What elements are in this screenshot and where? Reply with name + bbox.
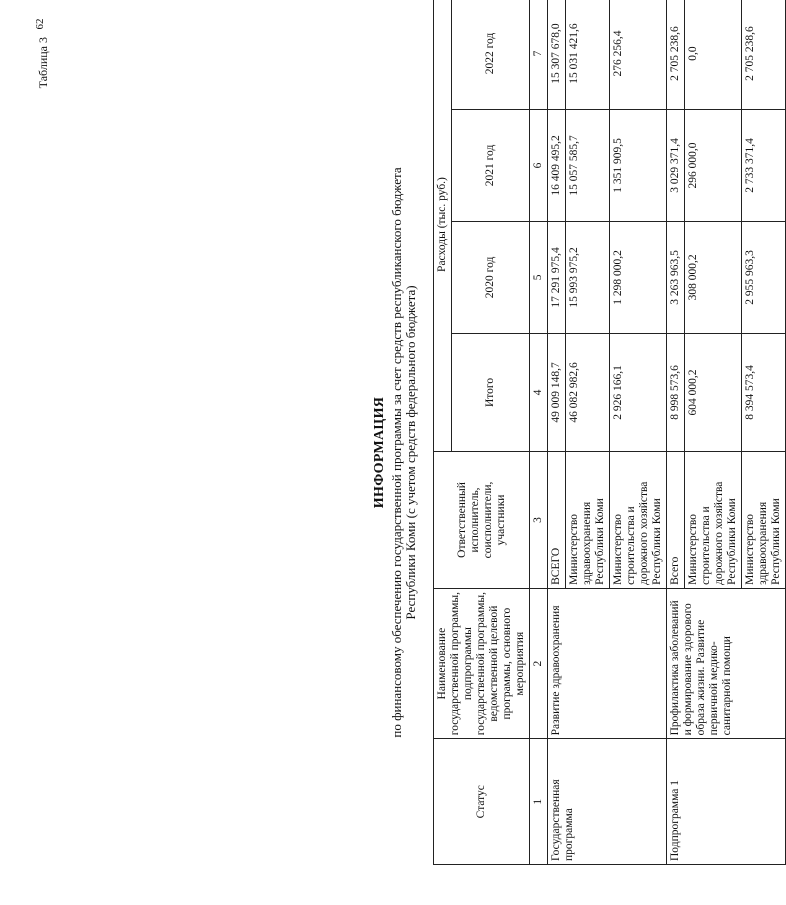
executor-cell: Всего <box>667 452 685 589</box>
table-row <box>548 0 566 865</box>
header-status: Статус <box>434 739 530 865</box>
y2022-cell: 276 256,4 <box>610 0 667 110</box>
y2021-cell: 15 057 585,7 <box>566 110 610 222</box>
col-number: 4 <box>530 333 548 451</box>
table-row <box>667 0 685 865</box>
document-subtitle-line1: по финансовому обеспечению государственной программы за счет средств республиканского бюджета <box>389 167 404 738</box>
y2021-cell: 3 029 371,4 <box>667 110 685 222</box>
total-cell: 604 000,2 <box>685 333 742 451</box>
program-name-cell: Развитие здравоохранения <box>548 588 667 739</box>
y2022-cell: 15 031 421,6 <box>566 0 610 110</box>
document-title: ИНФОРМАЦИЯ <box>372 396 387 509</box>
y2021-cell: 1 351 909,5 <box>610 110 667 222</box>
y2020-cell: 2 955 963,3 <box>742 221 786 333</box>
col-number: 7 <box>530 0 548 110</box>
executor-cell: Министерство здравоохранения Республики Коми <box>742 452 786 589</box>
y2020-cell: 308 000,2 <box>685 221 742 333</box>
col-number: 5 <box>530 221 548 333</box>
col-number: 2 <box>530 588 548 739</box>
total-cell: 8 998 573,6 <box>667 333 685 451</box>
status-cell: Государственная программа <box>548 739 667 865</box>
executor-cell: Министерство строительства и дорожного хозяйства Республики Коми <box>610 452 667 589</box>
y2020-cell: 3 263 963,5 <box>667 221 685 333</box>
column-number-row <box>530 0 548 865</box>
header-2020: 2020 год <box>452 221 530 333</box>
status-cell: Подпрограмма 1 <box>667 739 786 865</box>
page-number: 62 <box>34 18 46 30</box>
header-executor: Ответственный исполнитель, соисполнители, участники <box>434 452 530 589</box>
total-cell: 46 082 982,6 <box>566 333 610 451</box>
header-2021: 2021 год <box>452 110 530 222</box>
col-number: 1 <box>530 739 548 865</box>
program-name-cell: Профилактика заболеваний и формирование здорового образа жизни. Развитие первичной медико-санитарной помощи <box>667 588 786 739</box>
y2021-cell: 2 733 371,4 <box>742 110 786 222</box>
header-2022: 2022 год <box>452 0 530 110</box>
document-subtitle-line2: Республики Коми (с учетом средств федерального бюджета) <box>403 285 418 620</box>
y2022-cell: 15 307 678,0 <box>548 0 566 110</box>
table-label: Таблица 3 <box>36 37 50 89</box>
col-number: 3 <box>530 452 548 589</box>
y2022-cell: 0,0 <box>685 0 742 110</box>
financing-table <box>433 0 786 865</box>
y2020-cell: 1 298 000,2 <box>610 221 667 333</box>
executor-cell: Министерство строительства и дорожного хозяйства Республики Коми <box>685 452 742 589</box>
total-cell: 2 926 166,1 <box>610 333 667 451</box>
total-cell: 8 394 573,4 <box>742 333 786 451</box>
y2020-cell: 15 993 975,2 <box>566 221 610 333</box>
y2020-cell: 17 291 975,4 <box>548 221 566 333</box>
header-expenses: Расходы (тыс. руб.) <box>434 0 452 452</box>
header-total: Итого <box>452 333 530 451</box>
col-number: 6 <box>530 110 548 222</box>
y2022-cell: 2 705 238,6 <box>742 0 786 110</box>
executor-cell: Министерство здравоохранения Республики Коми <box>566 452 610 589</box>
executor-cell: ВСЕГО <box>548 452 566 589</box>
y2021-cell: 16 409 495,2 <box>548 110 566 222</box>
y2021-cell: 296 000,0 <box>685 110 742 222</box>
y2022-cell: 2 705 238,6 <box>667 0 685 110</box>
header-name: Наименование государственной программы, подпрограммы государственной программы, ведомственной целевой программы, основного мероприятия <box>434 588 530 739</box>
total-cell: 49 009 148,7 <box>548 333 566 451</box>
